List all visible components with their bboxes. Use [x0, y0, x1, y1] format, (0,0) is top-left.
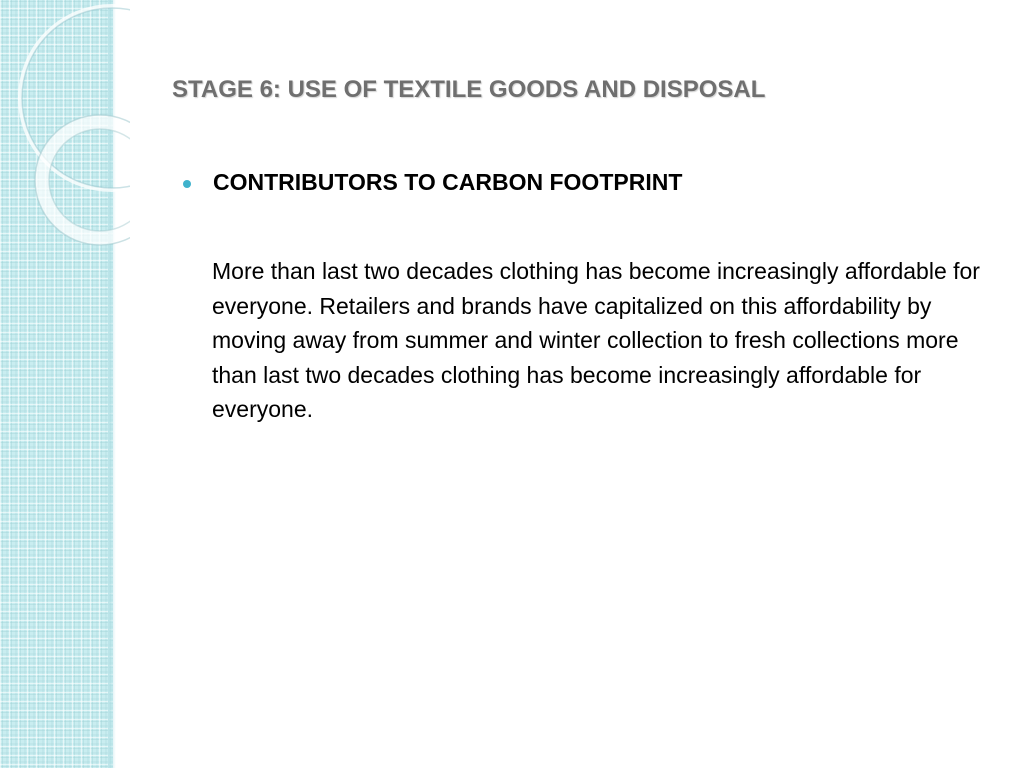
bullet-dot-icon: [183, 180, 191, 188]
slide-title: STAGE 6: USE OF TEXTILE GOODS AND DISPOSAL: [172, 76, 766, 103]
bullet-item: [183, 169, 682, 196]
bullet-heading: CONTRIBUTORS TO CARBON FOOTPRINT: [213, 169, 683, 195]
decorative-rings: [0, 0, 130, 260]
body-paragraph: More than last two decades clothing has become increasingly affordable for everyone. Retailers and brands have capitalized on this affordability by moving away from summer and winter collection to fresh collections more than last two decades clothing has become increasingly affordable for everyone.: [212, 258, 980, 422]
